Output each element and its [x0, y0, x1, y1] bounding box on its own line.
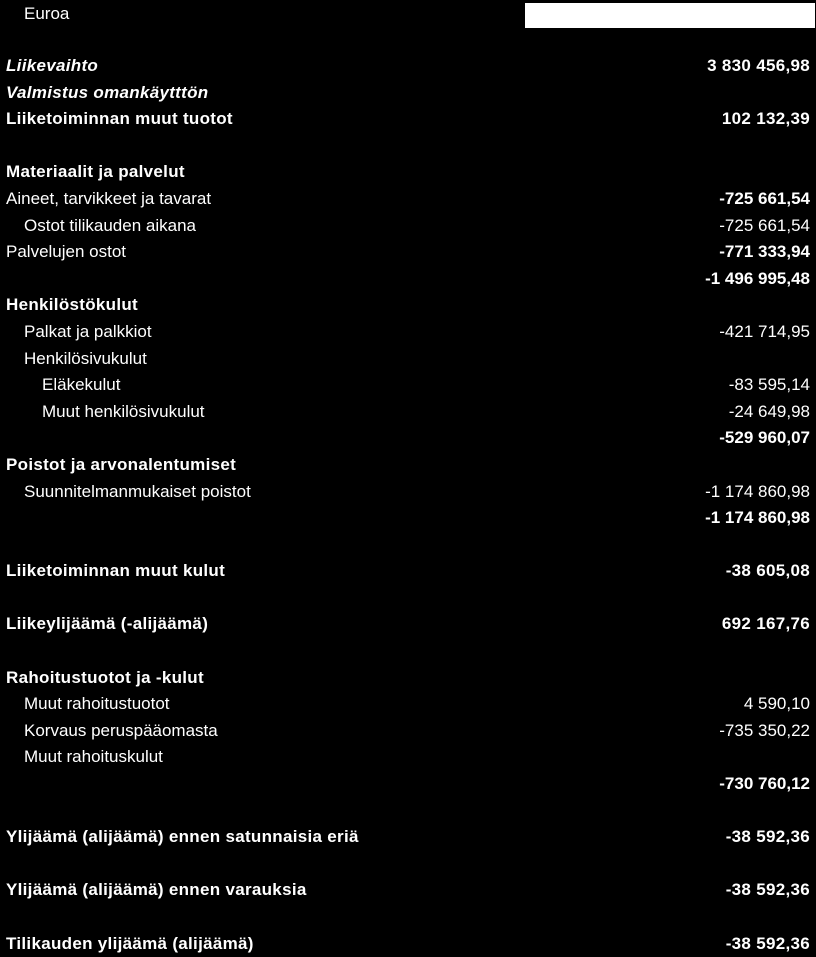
spacer-row [0, 585, 816, 612]
statement-row [0, 718, 816, 745]
row-value: 692 167,76 [721, 614, 810, 634]
row-label: Ylijäämä (alijäämä) ennen varauksia [6, 880, 307, 900]
statement-row [0, 372, 816, 399]
row-value: -421 714,95 [719, 321, 810, 341]
income-statement-table [0, 53, 816, 957]
statement-row [0, 159, 816, 186]
row-label: Korvaus peruspääomasta [24, 720, 218, 740]
row-label: Henkilösivukulut [24, 348, 147, 368]
row-label: Aineet, tarvikkeet ja tavarat [6, 188, 212, 208]
row-value: -725 661,54 [719, 188, 810, 208]
statement-row [0, 292, 816, 319]
row-label: Ylijäämä (alijäämä) ennen satunnaisia eriä [6, 827, 359, 847]
row-label: Eläkekulut [42, 375, 121, 395]
row-label: Valmistus omankäytttön [6, 82, 209, 102]
statement-row [0, 319, 816, 346]
statement-row [0, 931, 816, 957]
row-label: Poistot ja arvonalentumiset [6, 454, 237, 474]
spacer-row [0, 904, 816, 931]
row-value: -730 760,12 [719, 774, 810, 794]
row-label: Palvelujen ostot [6, 242, 127, 262]
statement-row [0, 266, 816, 293]
statement-row [0, 691, 816, 718]
statement-row [0, 744, 816, 771]
statement-row [0, 346, 816, 373]
row-label: Muut henkilösivukulut [42, 401, 205, 421]
row-label: Tilikauden ylijäämä (alijäämä) [6, 933, 254, 953]
row-value: -529 960,07 [719, 428, 810, 448]
statement-row [0, 611, 816, 638]
row-label: Liikevaihto [6, 56, 99, 75]
row-value: -1 174 860,98 [705, 481, 810, 501]
row-value: -1 496 995,48 [705, 268, 810, 288]
row-value: -771 333,94 [719, 242, 810, 262]
spacer-row [0, 133, 816, 160]
statement-row [0, 771, 816, 798]
spacer-row [0, 851, 816, 878]
row-label: Rahoitustuotot ja -kulut [6, 667, 204, 687]
statement-row [0, 106, 816, 133]
row-label: Ostot tilikauden aikana [24, 215, 196, 235]
statement-row [0, 186, 816, 213]
row-label: Muut rahoituskulut [24, 747, 163, 767]
row-value: -38 592,36 [725, 933, 810, 953]
row-value: -24 649,98 [728, 401, 810, 421]
row-value: -735 350,22 [719, 720, 810, 740]
row-value: 102 132,39 [721, 109, 810, 129]
row-value: 4 590,10 [743, 694, 810, 714]
row-label: Palkat ja palkkiot [24, 321, 152, 341]
row-label: Henkilöstökulut [6, 295, 139, 315]
statement-row [0, 239, 816, 266]
row-label: Liiketoiminnan muut tuotot [6, 109, 233, 129]
row-label: Liikeylijäämä (-alijäämä) [6, 614, 209, 634]
spacer-row [0, 638, 816, 665]
statement-row [0, 558, 816, 585]
row-value: -38 605,08 [725, 561, 810, 581]
row-value: -83 595,14 [728, 375, 810, 395]
row-label: Liiketoiminnan muut kulut [6, 561, 226, 581]
statement-row [0, 505, 816, 532]
statement-row [0, 665, 816, 692]
spacer-row [0, 532, 816, 559]
statement-row [0, 877, 816, 904]
row-label: Suunnitelmanmukaiset poistot [24, 481, 251, 501]
row-value: -1 174 860,98 [705, 508, 810, 528]
statement-row [0, 425, 816, 452]
row-value: -725 661,54 [719, 215, 810, 235]
row-label: Muut rahoitustuotot [24, 694, 170, 714]
row-value: -38 592,36 [725, 827, 810, 847]
row-value: -38 592,36 [725, 880, 810, 900]
currency-label: Euroa [24, 4, 70, 23]
report-header [0, 0, 816, 29]
row-label: Materiaalit ja palvelut [6, 162, 185, 182]
statement-row [0, 53, 816, 80]
statement-row [0, 80, 816, 107]
statement-row [0, 452, 816, 479]
statement-row [0, 479, 816, 506]
spacer-row [0, 798, 816, 825]
statement-row [0, 824, 816, 851]
statement-row [0, 399, 816, 426]
header-white-box [525, 3, 815, 28]
row-value: 3 830 456,98 [707, 56, 810, 75]
statement-row [0, 213, 816, 240]
